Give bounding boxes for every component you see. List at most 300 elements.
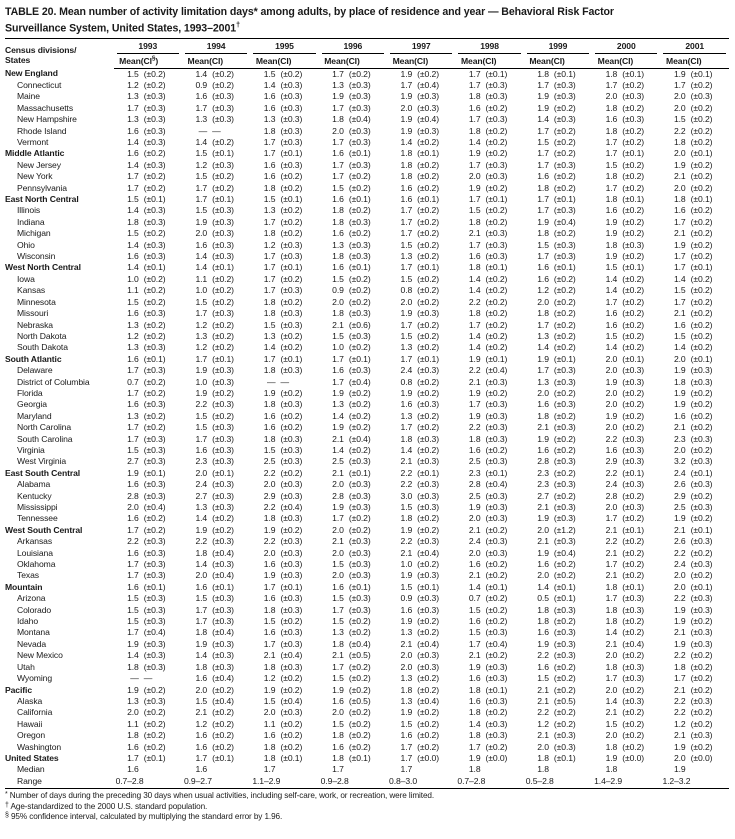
table-row-new-jersey bbox=[5, 160, 729, 171]
mean-value: 2.6 bbox=[673, 479, 686, 490]
ci-value: (±0.2) bbox=[417, 239, 439, 250]
mean-value: 1.9 bbox=[537, 353, 549, 364]
range-value: 0.7–2.8 bbox=[455, 776, 523, 789]
mean-value: 2.1 bbox=[332, 650, 344, 661]
ci-value: (±0.3) bbox=[553, 79, 576, 90]
mean-value: 2.0 bbox=[332, 570, 344, 581]
mean-value: 2.0 bbox=[605, 650, 618, 661]
mean-value: 2.3 bbox=[537, 479, 549, 490]
ci-value-empty bbox=[346, 764, 387, 775]
ci-value: (±0.2) bbox=[485, 444, 508, 455]
mean-value: 1.7 bbox=[537, 79, 549, 90]
mean-value: 1.7 bbox=[195, 604, 208, 615]
table-row-maryland bbox=[5, 411, 729, 422]
ci-value: (±0.1) bbox=[143, 353, 166, 364]
mean-value: 1.6 bbox=[400, 730, 413, 741]
ci-value: (±0.3) bbox=[553, 730, 576, 741]
ci-value: (±0.3) bbox=[348, 365, 371, 376]
mean-value: 2.0 bbox=[263, 479, 276, 490]
ci-value: (±0.3) bbox=[553, 365, 576, 376]
ci-value: (±0.3) bbox=[212, 159, 234, 170]
mean-value: 2.0 bbox=[673, 91, 686, 102]
ci-value: (±0.3) bbox=[212, 479, 234, 490]
mean-value: 1.7 bbox=[195, 353, 208, 364]
ci-value: (±0.1) bbox=[280, 148, 303, 159]
ci-value: (±0.3) bbox=[212, 638, 234, 649]
ci-value: (±0.1) bbox=[553, 353, 576, 364]
mean-value: 1.7 bbox=[332, 159, 344, 170]
mean-value: 2.1 bbox=[332, 536, 344, 547]
ci-value: (±0.2) bbox=[143, 387, 166, 398]
mean-value: 1.8 bbox=[605, 741, 618, 752]
ci-value: (±0.1) bbox=[553, 581, 576, 592]
ci-value: (±0.3) bbox=[348, 490, 371, 501]
mean-value: 1.9 bbox=[468, 148, 481, 159]
ci-value-empty bbox=[277, 764, 318, 775]
mean-value: 1.8 bbox=[332, 752, 344, 763]
ci-value: (±0.2) bbox=[485, 330, 508, 341]
ci-value: (±0.2) bbox=[417, 444, 439, 455]
mean-value: 2.0 bbox=[605, 684, 618, 695]
mean-value: 2.0 bbox=[605, 422, 618, 433]
ci-value: (±0.3) bbox=[690, 638, 713, 649]
ci-value: (±0.3) bbox=[553, 650, 576, 661]
ci-value: (±0.2) bbox=[485, 205, 508, 216]
mean-value: 2.1 bbox=[537, 422, 549, 433]
ci-value: (±0.3) bbox=[143, 547, 166, 558]
mean-value: 0.9 bbox=[195, 79, 208, 90]
range-value: 1.2–3.2 bbox=[660, 776, 729, 789]
ci-value: (±0.3) bbox=[485, 171, 508, 182]
ci-value: (±0.3) bbox=[280, 308, 303, 319]
mean-value: 2.0 bbox=[673, 570, 686, 581]
mean-value: 1.4 bbox=[468, 137, 481, 148]
row-label: Range bbox=[5, 776, 114, 789]
ci-value: (±0.2) bbox=[622, 547, 645, 558]
ci-value: (±0.3) bbox=[280, 319, 303, 330]
mean-value: 1.7 bbox=[127, 752, 139, 763]
mean-value: 1.7 bbox=[127, 365, 139, 376]
ci-value: (±0.3) bbox=[348, 330, 371, 341]
mean-value: 2.3 bbox=[537, 467, 549, 478]
mean-value: 1.7 bbox=[468, 194, 481, 205]
ci-value: (±0.2) bbox=[417, 182, 439, 193]
ci-value: (±0.2) bbox=[417, 673, 439, 684]
mean-value: 1.6 bbox=[127, 308, 139, 319]
ci-value: (±0.3) bbox=[280, 102, 303, 113]
mean-value: 2.0 bbox=[332, 547, 344, 558]
table-row-pennsylvania bbox=[5, 183, 729, 194]
ci-value: (±0.2) bbox=[622, 410, 645, 421]
mean-value: 1.4 bbox=[537, 342, 549, 353]
ci-value: (±0.3) bbox=[348, 593, 371, 604]
row-label: East South Central bbox=[5, 467, 81, 478]
mean-value: 1.9 bbox=[195, 387, 208, 398]
ci-value: (±0.2) bbox=[690, 707, 713, 718]
mean-value: 1.9 bbox=[605, 216, 618, 227]
ci-value: (±0.2) bbox=[417, 616, 439, 627]
ci-value: (±0.2) bbox=[417, 376, 439, 387]
mean-value: 1.4 bbox=[127, 137, 139, 148]
ci-value: (±0.2) bbox=[553, 616, 576, 627]
ci-value: (±0.2) bbox=[622, 296, 645, 307]
mean-value: 1.8 bbox=[263, 604, 276, 615]
mean-subheader-1996: Mean bbox=[319, 54, 346, 68]
ci-value: (±0.3) bbox=[553, 456, 576, 467]
ci-value: (±0.2) bbox=[417, 285, 439, 296]
ci-value: (±1.2) bbox=[553, 524, 576, 535]
ci-value: (±0.3) bbox=[622, 479, 645, 490]
ci-value: (±0.3) bbox=[143, 536, 166, 547]
mean-value: 2.0 bbox=[468, 547, 481, 558]
row-label: West South Central bbox=[5, 524, 83, 535]
ci-value: (±0.3) bbox=[143, 159, 166, 170]
ci-value: (±0.3) bbox=[212, 502, 234, 513]
mean-value: 1.9 bbox=[400, 524, 413, 535]
mean-value: 1.9 bbox=[332, 387, 344, 398]
ci-value: (±0.4) bbox=[417, 547, 439, 558]
mean-value: 1.6 bbox=[673, 319, 686, 330]
mean-value: 1.6 bbox=[127, 251, 139, 262]
mean-value: 1.7 bbox=[127, 182, 139, 193]
ci-value: (±0.3) bbox=[212, 456, 234, 467]
mean-value: 2.0 bbox=[263, 547, 276, 558]
mean-value: 2.5 bbox=[263, 456, 276, 467]
ci-value: (±0.2) bbox=[417, 524, 439, 535]
ci-value: (±0.2) bbox=[690, 137, 713, 148]
table-row-nebraska bbox=[5, 320, 729, 331]
ci-value: (±0.4) bbox=[280, 695, 303, 706]
mean-value: 1.6 bbox=[263, 410, 276, 421]
ci-value: (±0.2) bbox=[553, 410, 576, 421]
ci-value: (±0.2) bbox=[622, 285, 645, 296]
mean-value: 1.6 bbox=[263, 171, 276, 182]
ci-value: (±0.3) bbox=[622, 502, 645, 513]
ci-value: (±0.2) bbox=[553, 707, 576, 718]
ci-value: (±0.2) bbox=[417, 319, 439, 330]
ci-value: (±0.3) bbox=[417, 536, 439, 547]
mean-value: 2.7 bbox=[195, 490, 208, 501]
ci-value: (±0.3) bbox=[212, 308, 234, 319]
ci-value-empty bbox=[483, 764, 524, 775]
ci-value: (±0.2) bbox=[212, 137, 234, 148]
ci-value: (±0.3) bbox=[143, 650, 166, 661]
ci-value: (±0.1) bbox=[485, 581, 508, 592]
table-row-kansas bbox=[5, 285, 729, 296]
mean-value: 3.2 bbox=[673, 456, 686, 467]
table-row-georgia bbox=[5, 399, 729, 410]
ci-value: (±0.3) bbox=[417, 479, 439, 490]
mean-value: 0.5 bbox=[537, 593, 549, 604]
mean-value: 1.7 bbox=[332, 661, 344, 672]
mean-value: 1.3 bbox=[537, 330, 549, 341]
mean-value: 1.5 bbox=[263, 616, 276, 627]
mean-value: 1.6 bbox=[537, 559, 549, 570]
ci-value: (±0.2) bbox=[622, 684, 645, 695]
mean-value: 1.2 bbox=[263, 239, 276, 250]
ci-value: (±0.3) bbox=[485, 251, 508, 262]
ci-value: (±0.3) bbox=[690, 365, 713, 376]
range-value: 0.8–3.0 bbox=[387, 776, 455, 789]
table-row-new-england bbox=[5, 68, 729, 80]
ci-value: (±0.2) bbox=[280, 342, 303, 353]
ci-value: (±0.2) bbox=[212, 319, 234, 330]
mean-value: 1.7 bbox=[195, 616, 208, 627]
table-row-south-atlantic bbox=[5, 354, 729, 365]
row-label: North Dakota bbox=[17, 330, 67, 341]
table-row-rhode-island bbox=[5, 126, 729, 137]
mean-value: 1.5 bbox=[195, 205, 208, 216]
ci-value: (±0.4) bbox=[280, 650, 303, 661]
ci-value: (±0.3) bbox=[348, 570, 371, 581]
mean-value: 1.6 bbox=[332, 148, 344, 159]
ci-value: (±0.2) bbox=[690, 159, 713, 170]
ci-value: (±0.3) bbox=[280, 239, 303, 250]
mean-value: 2.1 bbox=[468, 228, 481, 239]
mean-value: 2.1 bbox=[468, 524, 481, 535]
ci-value: (±0.4) bbox=[417, 79, 439, 90]
mean-value: 1.6 bbox=[468, 444, 481, 455]
ci-value: (±0.2) bbox=[690, 79, 713, 90]
mean-value: 1.6 bbox=[605, 205, 618, 216]
mean-value: 2.3 bbox=[468, 467, 481, 478]
range-value: 1.4–2.9 bbox=[592, 776, 660, 789]
mean-value: 1.4 bbox=[195, 513, 208, 524]
mean-value: 1.9 bbox=[400, 570, 413, 581]
ci-value: (±0.3) bbox=[212, 559, 234, 570]
ci-value: (±0.5) bbox=[553, 695, 576, 706]
mean-value: 1.5 bbox=[537, 137, 549, 148]
ci-value: (±0.2) bbox=[417, 741, 439, 752]
mean-value: 1.7 bbox=[605, 559, 618, 570]
ci-value: (±0.3) bbox=[485, 159, 508, 170]
mean-value: 2.0 bbox=[400, 650, 413, 661]
mean-value: 2.0 bbox=[673, 581, 686, 592]
mean-value: 1.9 bbox=[673, 741, 686, 752]
ci-value: (±0.1) bbox=[212, 148, 234, 159]
mean-value: 1.6 bbox=[537, 444, 549, 455]
ci-subheader-1993: (CI§) bbox=[141, 54, 182, 68]
ci-value: (±0.3) bbox=[485, 433, 508, 444]
ci-value: (±0.2) bbox=[280, 216, 303, 227]
ci-value: (±0.3) bbox=[348, 479, 371, 490]
mean-value: 1.9 bbox=[332, 422, 344, 433]
ci-value: (±0.3) bbox=[212, 536, 234, 547]
mean-value: 1.8 bbox=[468, 91, 481, 102]
ci-value: (±0.5) bbox=[348, 650, 371, 661]
ci-value: (±0.1) bbox=[143, 262, 166, 273]
ci-value: (±0.3) bbox=[212, 422, 234, 433]
ci-value: (±0.1) bbox=[622, 353, 645, 364]
mean-value: 1.9 bbox=[127, 684, 139, 695]
ci-value: (±0.2) bbox=[553, 490, 576, 501]
ci-value: (±0.3) bbox=[485, 730, 508, 741]
mean-value: 1.7 bbox=[673, 673, 686, 684]
ci-value: (±0.2) bbox=[143, 273, 166, 284]
mean-value: 2.8 bbox=[537, 456, 549, 467]
mean-value: 1.5 bbox=[332, 616, 344, 627]
table-row-east-south-central bbox=[5, 468, 729, 479]
mean-value: 1.8 bbox=[605, 102, 618, 113]
mean-subheader-2000: Mean bbox=[592, 54, 619, 68]
ci-value: (±0.2) bbox=[622, 319, 645, 330]
mean-value: 1.8 bbox=[673, 194, 686, 205]
mean-value: 1.6 bbox=[127, 741, 139, 752]
ci-value: (±0.2) bbox=[622, 102, 645, 113]
mean-value: 1.2 bbox=[127, 79, 139, 90]
ci-value: (±0.2) bbox=[348, 661, 371, 672]
ci-subheader-1995: (CI) bbox=[277, 54, 318, 68]
ci-value: (±0.2) bbox=[212, 513, 234, 524]
mean-value: 2.2 bbox=[127, 536, 139, 547]
ci-value: (±0.3) bbox=[553, 91, 576, 102]
table-row-utah bbox=[5, 662, 729, 673]
ci-value: (±0.1) bbox=[280, 194, 303, 205]
ci-value: (±0.3) bbox=[622, 695, 645, 706]
ci-value: (±0.3) bbox=[485, 410, 508, 421]
ci-value: (±0.1) bbox=[690, 262, 713, 273]
mean-value: 2.2 bbox=[673, 695, 686, 706]
mean-value: 1.5 bbox=[195, 593, 208, 604]
ci-value: (±0.2) bbox=[417, 228, 439, 239]
ci-value: (±0.3) bbox=[348, 79, 371, 90]
mean-value: 1.5 bbox=[332, 593, 344, 604]
mean-value: 1.4 bbox=[195, 559, 208, 570]
ci-value: (±0.3) bbox=[280, 285, 303, 296]
mean-value: 1.4 bbox=[332, 444, 344, 455]
table-row-range bbox=[5, 776, 729, 789]
mean-value: 1.5 bbox=[400, 239, 413, 250]
mean-value: 1.8 bbox=[400, 433, 413, 444]
ci-value: (±0.3) bbox=[348, 239, 371, 250]
mean-value: 1.7 bbox=[263, 285, 276, 296]
mean-value: 2.9 bbox=[263, 490, 276, 501]
mean-value: 2.0 bbox=[195, 228, 208, 239]
ci-value: (±0.3) bbox=[212, 650, 234, 661]
table-row-colorado bbox=[5, 605, 729, 616]
ci-value: — bbox=[212, 125, 221, 136]
ci-value: (±0.3) bbox=[280, 137, 303, 148]
ci-value: (±0.3) bbox=[553, 741, 576, 752]
ci-value: (±0.2) bbox=[280, 524, 303, 535]
mean-value: 2.0 bbox=[673, 444, 686, 455]
mean-value: 2.1 bbox=[605, 638, 618, 649]
mean-value: 1.4 bbox=[468, 330, 481, 341]
ci-value: (±0.2) bbox=[143, 330, 166, 341]
mean-value: 1.8 bbox=[673, 376, 686, 387]
ci-value: (±0.2) bbox=[143, 513, 166, 524]
ci-value: (±0.2) bbox=[348, 285, 371, 296]
year-column-header-2001: 2001 bbox=[660, 38, 729, 54]
ci-value-empty bbox=[209, 764, 250, 775]
mean-value: 1.8 bbox=[332, 638, 344, 649]
ci-value: (±0.3) bbox=[348, 604, 371, 615]
mean-value: 1.4 bbox=[605, 285, 618, 296]
table-row-new-mexico bbox=[5, 650, 729, 661]
ci-value: (±0.2) bbox=[417, 422, 439, 433]
mean-value: 1.5 bbox=[127, 444, 139, 455]
ci-value: (±0.2) bbox=[348, 387, 371, 398]
table-row-south-carolina bbox=[5, 434, 729, 445]
row-label: District of Columbia bbox=[17, 376, 90, 387]
row-label: Kansas bbox=[17, 285, 46, 296]
ci-value: (±0.3) bbox=[280, 547, 303, 558]
mean-subheader-1993: Mean bbox=[114, 54, 141, 68]
mean-value: 2.5 bbox=[673, 502, 686, 513]
mean-value: 1.8 bbox=[195, 547, 208, 558]
mean-value: 1.9 bbox=[195, 638, 208, 649]
ci-value: (±0.2) bbox=[622, 730, 645, 741]
mean-value: 1.6 bbox=[127, 353, 139, 364]
ci-value: (±0.1) bbox=[212, 262, 234, 273]
mean-value: 1.9 bbox=[468, 661, 481, 672]
ci-value: (±0.4) bbox=[553, 216, 576, 227]
ci-value: (±0.3) bbox=[417, 91, 439, 102]
mean-value: 1.7 bbox=[263, 638, 276, 649]
ci-value: (±0.1) bbox=[280, 353, 303, 364]
mean-value: 1.2 bbox=[537, 285, 549, 296]
mean-value: 1.8 bbox=[605, 661, 618, 672]
ci-value: (±0.2) bbox=[690, 114, 713, 125]
mean-value: 1.5 bbox=[195, 171, 208, 182]
row-label: Georgia bbox=[17, 399, 47, 410]
mean-value: 1.4 bbox=[195, 262, 208, 273]
mean-value: 1.8 bbox=[332, 205, 344, 216]
ci-value: (±0.2) bbox=[553, 467, 576, 478]
ci-value: (±0.3) bbox=[348, 456, 371, 467]
ci-value: (±0.2) bbox=[622, 422, 645, 433]
row-label: Illinois bbox=[17, 205, 41, 216]
table-title bbox=[5, 6, 729, 35]
mean-value: 2.0 bbox=[195, 467, 208, 478]
ci-value: (±0.2) bbox=[690, 296, 713, 307]
mean-value: 1.1 bbox=[195, 273, 208, 284]
mean-value: 2.1 bbox=[332, 319, 344, 330]
mean-value: 1.6 bbox=[400, 604, 413, 615]
mean-value: 2.0 bbox=[605, 353, 618, 364]
ci-subheader-1998: (CI) bbox=[483, 54, 524, 68]
mean-value: 1.8 bbox=[673, 661, 686, 672]
mean-value: 1.9 bbox=[195, 216, 208, 227]
ci-value: (±0.3) bbox=[553, 376, 576, 387]
ci-value: (±0.1) bbox=[417, 262, 439, 273]
ci-value: (±0.2) bbox=[690, 251, 713, 262]
ci-value: (±0.2) bbox=[280, 422, 303, 433]
row-label: Texas bbox=[17, 570, 39, 581]
mean-value: 2.1 bbox=[400, 456, 413, 467]
mean-value: — bbox=[266, 376, 276, 387]
ci-value: (±0.2) bbox=[485, 707, 508, 718]
ci-value: (±0.1) bbox=[690, 148, 713, 159]
mean-value: 1.8 bbox=[332, 730, 344, 741]
mean-value: 1.8 bbox=[468, 308, 481, 319]
ci-value: (±0.2) bbox=[212, 387, 234, 398]
ci-value: (±0.3) bbox=[212, 91, 234, 102]
ci-value: (±0.3) bbox=[143, 433, 166, 444]
ci-value-empty bbox=[551, 764, 592, 775]
mean-value: 2.0 bbox=[468, 171, 481, 182]
ci-value: (±0.3) bbox=[280, 444, 303, 455]
mean-value: 1.5 bbox=[537, 239, 549, 250]
ci-value: (±0.2) bbox=[690, 399, 713, 410]
mean-value: 2.0 bbox=[537, 296, 549, 307]
mean-value: 1.9 bbox=[605, 752, 618, 763]
mean-value: 1.7 bbox=[263, 137, 276, 148]
ci-value: (±0.3) bbox=[143, 604, 166, 615]
mean-value: 1.6 bbox=[468, 559, 481, 570]
ci-value: (±0.2) bbox=[622, 273, 645, 284]
ci-value: (±0.3) bbox=[280, 627, 303, 638]
